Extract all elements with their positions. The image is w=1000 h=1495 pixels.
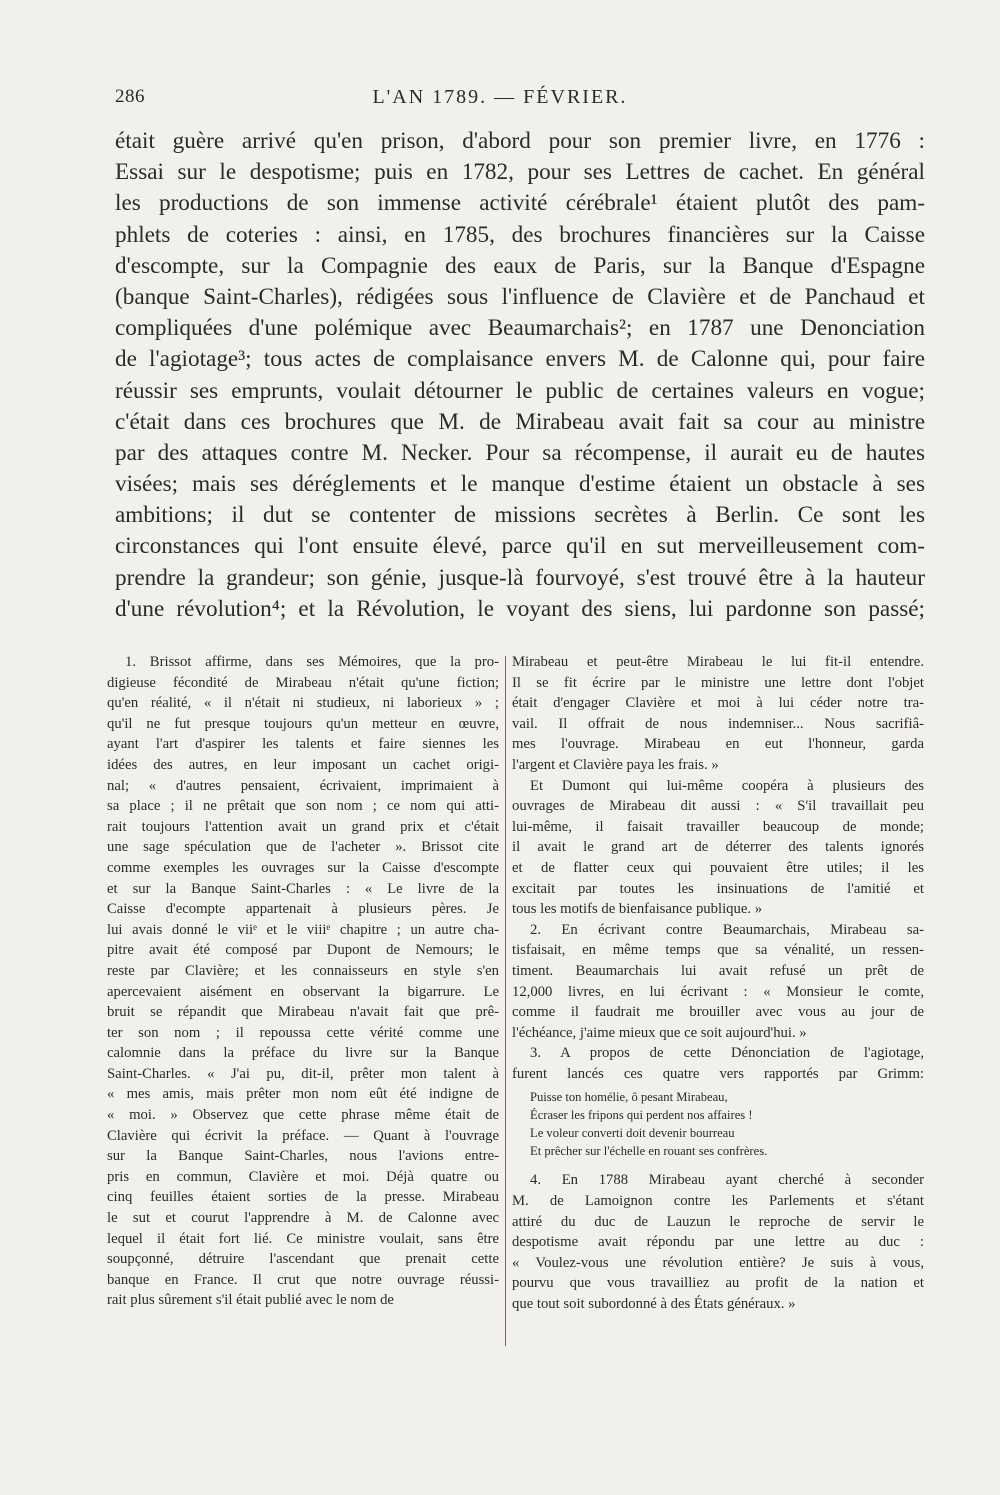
footnotes-left-column xyxy=(107,652,499,1311)
page-header xyxy=(115,86,885,116)
footnote-line: Clavière qui écrivit la préface. — Quant à l'ouvrage xyxy=(107,1127,499,1144)
footnote-line: 3. A propos de cette Dénonciation de l'agiotage, xyxy=(530,1045,924,1062)
footnote-line: pourvu que vous travailliez au profit de la nation et xyxy=(512,1275,924,1292)
footnote-line: comme il faudrait me brouiller avec vous au jour de xyxy=(512,1004,924,1021)
verse-line: Et prêcher sur l'échelle en rouant ses confrères. xyxy=(530,1144,768,1159)
footnote-line: sa place ; il ne prêtait que son nom ; ce nom qui atti- xyxy=(107,798,499,815)
footnote-line: l'argent et Clavière paya les frais. » xyxy=(512,756,719,773)
main-line: circonstances qui l'ont ensuite élevé, parce qu'il en sut merveilleusement com- xyxy=(115,533,925,560)
footnote-line: et de flatter ceux qui pouvaient être utiles; il les xyxy=(512,859,924,876)
main-line: par des attaques contre M. Necker. Pour sa récompense, il aurait eu de hautes xyxy=(115,439,925,466)
footnote-line: « Voulez-vous une révolution entière? Je suis à vous, xyxy=(512,1254,924,1271)
footnote-line: « moi. » Observez que cette phrase même était de xyxy=(107,1107,499,1124)
footnote-line: l'échéance, j'aime mieux que ce soit aujourd'hui. » xyxy=(512,1024,807,1041)
footnote-line: cinq feuilles étaient sorties de la presse. Mirabeau xyxy=(107,1189,499,1206)
page-number: 286 xyxy=(115,86,145,107)
footnote-line: despotisme avait répondu par une lettre au duc : xyxy=(512,1234,924,1251)
footnote-line: sur la Banque Saint-Charles, nous l'avions entre- xyxy=(107,1148,499,1165)
footnote-line: 2. En écrivant contre Beaumarchais, Mirabeau sa- xyxy=(530,921,924,938)
footnote-line: il avait le grand art de déterrer des talents ignorés xyxy=(512,839,924,856)
footnote-line: furent lancés ces quatre vers rapportés par Grimm: xyxy=(512,1065,924,1082)
verse-quote xyxy=(512,1088,924,1160)
footnote-line: ouvrages de Mirabeau dit aussi : « S'il travaillait peu xyxy=(512,798,924,815)
footnote-line: idées des autres, en leur imposant un cachet origi- xyxy=(107,756,499,773)
footnote-line: rait plus sûrement s'il était publié avec le nom de xyxy=(107,1292,394,1309)
running-title: L'AN 1789. — FÉVRIER. xyxy=(372,86,628,108)
footnote-line: vail. Il offrait de nous indemniser... Nous sacrifiâ- xyxy=(512,715,924,732)
main-line: d'escompte, sur la Compagnie des eaux de Paris, sur la Banque d'Espagne xyxy=(115,252,925,279)
footnote-line: apercevaient aisément en observant la bigarrure. Le xyxy=(107,983,499,1000)
column-divider xyxy=(505,656,506,1346)
main-line: d'une révolution⁴; et la Révolution, le voyant des siens, lui pardonne son passé; xyxy=(115,595,925,622)
footnote-line: Mirabeau et peut-être Mirabeau le lui fit-il entendre. xyxy=(512,654,924,670)
footnote-line: pitre avait été composé par Dupont de Nemours; le xyxy=(107,942,499,959)
main-line: les productions de son immense activité cérébrale¹ étaient plutôt des pam- xyxy=(115,190,925,217)
footnote-line: tous les motifs de bienfaisance publique. » xyxy=(512,901,763,918)
footnote-line: bruit se répandit que Mirabeau n'avait fait que prê- xyxy=(107,1004,499,1021)
main-line: visées; mais ses déréglements et le manque d'estime étaient un obstacle à ses xyxy=(115,471,925,498)
footnote-line: 1. Brissot affirme, dans ses Mémoires, que la pro- xyxy=(125,654,499,670)
footnote-line: Saint-Charles. « J'ai pu, dit-il, prêter mon talent à xyxy=(107,1065,499,1082)
footnote-line: lui-même, il faisait travailler beaucoup de monde; xyxy=(512,818,924,835)
footnote-line: qu'il ne fut presque toujours qu'un metteur en œuvre, xyxy=(107,715,499,732)
verse-line: Le voleur converti doit devenir bourreau xyxy=(530,1126,735,1141)
footnote-line: le sut et courut l'apprendre à M. de Calonne avec xyxy=(107,1210,499,1227)
footnote-line: soupçonné, détruire l'ascendant que prenait cette xyxy=(107,1251,499,1268)
footnote-line: M. de Lamoignon contre les Parlements et s'étant xyxy=(512,1193,924,1210)
footnote-line: lequel il était fort lié. Ce ministre voulait, sans être xyxy=(107,1230,499,1247)
main-line: phlets de coteries : ainsi, en 1785, des brochures financières sur la Caisse xyxy=(115,221,925,248)
footnote-line: que tout soit subordonné à des États généraux. » xyxy=(512,1296,796,1313)
footnote-line: ayant l'art d'aspirer les talents et faire siennes les xyxy=(107,736,499,753)
footnote-line: rait toujours l'attention avait un grand prix et c'était xyxy=(107,818,499,835)
footnote-line: qu'en réalité, « il n'était ni studieux, ni laborieux » ; xyxy=(107,695,499,712)
footnote-line: lui avais donné le viiᵉ et le viiiᵉ chapitre ; un autre cha- xyxy=(107,921,499,938)
footnote-line: pris en commun, Clavière et moi. Déjà quatre ou xyxy=(107,1168,499,1185)
main-line: ambitions; il dut se contenter de missions secrètes à Berlin. Ce sont les xyxy=(115,502,925,529)
main-line: réussir ses emprunts, voulait détourner le public de certaines valeurs en vogue; xyxy=(115,377,925,404)
footnote-line: digieuse fécondité de Mirabeau n'était qu'une fiction; xyxy=(107,674,499,691)
footnote-line: « mes amis, mais prêter mon nom eût été indigne de xyxy=(107,1086,499,1103)
footnote-line: Et Dumont qui lui-même coopéra à plusieurs des xyxy=(530,777,924,794)
main-text xyxy=(115,126,925,625)
footnote-line: comme exemples les ouvrages sur la Caisse d'escompte xyxy=(107,859,499,876)
footnote-line: nal; « d'autres pensaient, écrivaient, imprimaient à xyxy=(107,777,499,794)
footnote-line: et sur la Banque Saint-Charles : « Le livre de la xyxy=(107,880,499,897)
footnote-line: attiré du duc de Lauzun le reproche de servir le xyxy=(512,1213,924,1230)
footnote-line: 4. En 1788 Mirabeau ayant cherché à seconder xyxy=(530,1172,924,1189)
footnote-line: mes l'ouvrage. Mirabeau en eut l'honneur, garda xyxy=(512,736,924,753)
footnote-line: une sage spéculation que de l'acheter ». Brissot cite xyxy=(107,839,499,856)
verse-line: Écraser les fripons qui perdent nos affaires ! xyxy=(530,1108,753,1123)
footnote-line: timent. Beaumarchais lui avait refusé un prêt de xyxy=(512,962,924,979)
main-line: compliquées d'une polémique avec Beaumarchais²; en 1787 une Denonciation xyxy=(115,315,925,342)
footnote-line: calomnie dans la préface du livre sur la Banque xyxy=(107,1045,499,1062)
main-line: Essai sur le despotisme; puis en 1782, pour ses Lettres de cachet. En général xyxy=(115,159,925,186)
footnotes-right-column xyxy=(512,652,924,1315)
verse-line: Puisse ton homélie, ô pesant Mirabeau, xyxy=(530,1090,728,1105)
footnote-line: 12,000 livres, en lui écrivant : « Monsieur le comte, xyxy=(512,983,924,1000)
main-line: prendre la grandeur; son génie, jusque-là fourvoyé, s'est trouvé être à la hauteur xyxy=(115,564,925,591)
footnote-line: tisfaisait, en même temps que sa vénalité, un ressen- xyxy=(512,942,924,959)
footnote-line: banque en France. Il crut que notre ouvrage réussi- xyxy=(107,1271,499,1288)
footnote-line: Caisse d'ecompte appartenait à plusieurs pères. Je xyxy=(107,901,499,918)
main-line: était guère arrivé qu'en prison, d'abord pour son premier livre, en 1776 : xyxy=(115,128,925,154)
footnote-line: reste par Clavière; et les connaisseurs en style s'en xyxy=(107,962,499,979)
footnote-line: était d'engager Clavière et moi à lui céder notre tra- xyxy=(512,695,924,712)
footnote-line: ter son nom ; il repoussa cette vérité comme une xyxy=(107,1024,499,1041)
footnote-line: Il se fit écrire par le ministre une lettre dont l'objet xyxy=(512,674,924,691)
main-line: (banque Saint-Charles), rédigées sous l'influence de Clavière et de Panchaud et xyxy=(115,283,925,310)
main-line: de l'agiotage³; tous actes de complaisance envers M. de Calonne qui, pour faire xyxy=(115,346,925,373)
main-line: c'était dans ces brochures que M. de Mirabeau avait fait sa cour au ministre xyxy=(115,408,925,435)
footnote-line: excitait par toutes les insinuations de l'amitié et xyxy=(512,880,924,897)
